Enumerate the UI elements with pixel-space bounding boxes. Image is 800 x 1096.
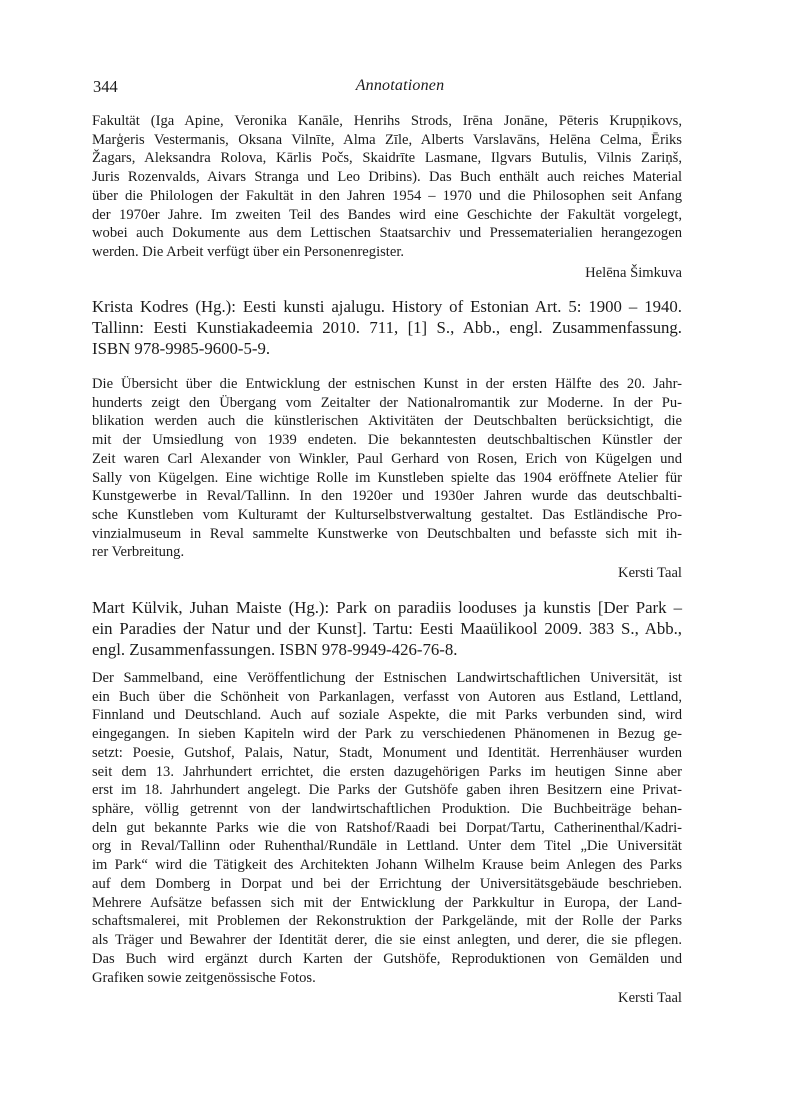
- text-line: Die Übersicht über die Entwicklung der estnischen Kunst in der ersten Hälfte des 20. Jahr-: [92, 376, 682, 392]
- text-line: Sally von Kügelgen. Eine wichtige Rolle im Kunstleben spielte das 1904 eröffnete Atelier für: [92, 469, 682, 486]
- text-line: Grafiken sowie zeitgenössische Fotos.: [92, 969, 316, 986]
- text-line: auf dem Domberg in Dorpat und bei der Errichtung der Universitätsgebäude beschrieben.: [92, 875, 682, 892]
- text-line: werden. Die Arbeit verfügt über ein Personenregister.: [92, 244, 405, 261]
- text-line: org in Reval/Tallinn oder Ruhenthal/Rundāle in Lettland. Unter dem Titel „Die Universität: [92, 838, 682, 855]
- text-line: Das Buch wird ergänzt durch Karten der Gutshöfe, Reproduktionen von Gemälden und: [92, 950, 682, 967]
- text-line: Fakultät (Iga Apine, Veronika Kanāle, Henrihs Strods, Irēna Jonāne, Pēteris Krupņikovs,: [92, 113, 682, 129]
- text-line: Mehrere Aufsätze befassen sich mit der Entwicklung der Parkkultur in Europa, der Land-: [92, 894, 682, 911]
- text-line: hunderts zeigt den Übergang vom Zeitalter der Nationalromantik zur Moderne. In der Pu-: [92, 394, 682, 411]
- section-title: Annotationen: [355, 77, 445, 94]
- text-line: der 1970er Jahre. Im zweiten Teil des Bandes wird eine Geschichte der Fakultät vorgelegt,: [92, 206, 682, 223]
- reviewer-name: Helēna Šimkuva: [585, 264, 682, 281]
- citation-line: Mart Külvik, Juhan Maiste (Hg.): Park on paradiis looduses ja kunstis [Der Park –: [92, 598, 682, 617]
- text-line: sphäre, völlig getrennt von der landwirtschaftlichen Produktion. Die Buchbeiträge behan-: [92, 801, 682, 818]
- review-continuation: [92, 112, 682, 282]
- text-line: seit dem 13. Jahrhundert errichtet, die ersten dazugehörigen Parks im heutigen Sinne aber: [92, 763, 682, 780]
- review-body-block: [92, 375, 682, 583]
- text-line: blikation werden auch die künstlerischen Aktivitäten der Deutschbalten berücksichtigt, die: [92, 413, 682, 430]
- review-entry: [92, 597, 682, 660]
- text-line: rer Verbreitung.: [92, 544, 185, 561]
- text-line: im Park“ wird die Tätigkeit des Architekten Johann Wilhelm Krause beim Anlegen des Parks: [92, 857, 682, 874]
- text-line: schaftsmalerei, mit Problemen der Rekonstruktion der Parkgelände, mit der Rolle der Parks: [92, 913, 682, 930]
- text-line: mit der Umsiedlung von 1939 endeten. Die bekanntesten deutschbaltischen Künstler der: [92, 432, 682, 449]
- bibliographic-citation: [92, 296, 682, 359]
- text-line: Marģeris Vestermanis, Oksana Vilnīte, Alma Zīle, Alberts Varslavāns, Helēna Celma, Ēriks: [92, 131, 682, 148]
- page-number: 344: [93, 77, 118, 96]
- text-line: ein Buch über die Schönheit von Parkanlagen, verfasst von Autoren aus Estland, Lettland,: [92, 688, 682, 705]
- review-body-block: [92, 669, 682, 1008]
- text-line: vinzialmuseum in Reval sammelte Kunstwerke von Deutschbalten und befasste sich mit ih-: [92, 525, 682, 542]
- citation-line: engl. Zusammenfassungen. ISBN 978-9949-426-76-8.: [92, 640, 458, 659]
- citation-line: Krista Kodres (Hg.): Eesti kunsti ajalugu. History of Estonian Art. 5: 1900 – 1940.: [92, 297, 682, 316]
- text-line: Der Sammelband, eine Veröffentlichung der Estnischen Landwirtschaftlichen Universität, ist: [92, 670, 682, 686]
- citation-line: ISBN 978-9985-9600-5-9.: [92, 339, 271, 358]
- text-line: erst im 18. Jahrhundert angelegt. Die Parks der Gutshöfe gaben ihren Besitzern eine Privat-: [92, 782, 682, 799]
- text-line: setzt: Poesie, Gutshof, Palais, Natur, Stadt, Monument und Identität. Herrenhäuser wurden: [92, 744, 682, 761]
- text-line: sche Kunstleben vom Kulturamt der Kulturselbstverwaltung gestaltet. Das Estländische Pro-: [92, 507, 682, 524]
- running-head: [0, 77, 800, 99]
- text-line: Finnland und Deutschland. Auch auf soziale Aspekte, die mit Parks verbunden sind, wird: [92, 707, 682, 724]
- text-line: Kunstgewerbe in Reval/Tallinn. In den 1920er und 1930er Jahren wurde das deutschbalti-: [92, 488, 682, 505]
- review-entry: [92, 296, 682, 359]
- citation-line: Tallinn: Eesti Kunstiakadeemia 2010. 711, [1] S., Abb., engl. Zusammenfassung.: [92, 318, 682, 337]
- bibliographic-citation: [92, 597, 682, 660]
- text-line: wobei auch Dokumente aus dem Lettischen Staatsarchiv und Pressematerialien herangezogen: [92, 225, 682, 242]
- reviewer-name: Kersti Taal: [618, 565, 682, 582]
- text-line: über die Philologen der Fakultät in den Jahren 1954 – 1970 und die Philosophen seit Anfang: [92, 187, 682, 204]
- text-line: deln gut bekannte Parks wie die von Ratshof/Raadi bei Dorpat/Tartu, Catherinenthal/Kadri-: [92, 819, 682, 836]
- review-body: [92, 375, 682, 562]
- citation-line: ein Paradies der Natur und der Kunst]. Tartu: Eesti Maaülikool 2009. 383 S., Abb.,: [92, 619, 682, 638]
- text-line: Juris Rozenvalds, Aivars Stranga und Leo Dribins). Das Buch enthält auch reiches Material: [92, 169, 682, 186]
- text-line: als Träger und Bewahrer der Identität derer, die sie einst anlegten, und derer, die sie pflegen.: [92, 932, 682, 949]
- text-line: eingegangen. In sieben Kapiteln wird der Park zu verschiedenen Phänomenen in Bezug ge-: [92, 726, 682, 743]
- review-body: [92, 669, 682, 987]
- review-continuation-body: [92, 112, 682, 262]
- text-line: Zeit waren Carl Alexander von Winkler, Paul Gerhard von Rosen, Erich von Kügelgen und: [92, 450, 682, 467]
- reviewer-name: Kersti Taal: [618, 990, 682, 1007]
- text-line: Žagars, Aleksandra Rolova, Kārlis Počs, Skaidrīte Lasmane, Ilgvars Butulis, Vilnis Zariņš,: [92, 150, 682, 167]
